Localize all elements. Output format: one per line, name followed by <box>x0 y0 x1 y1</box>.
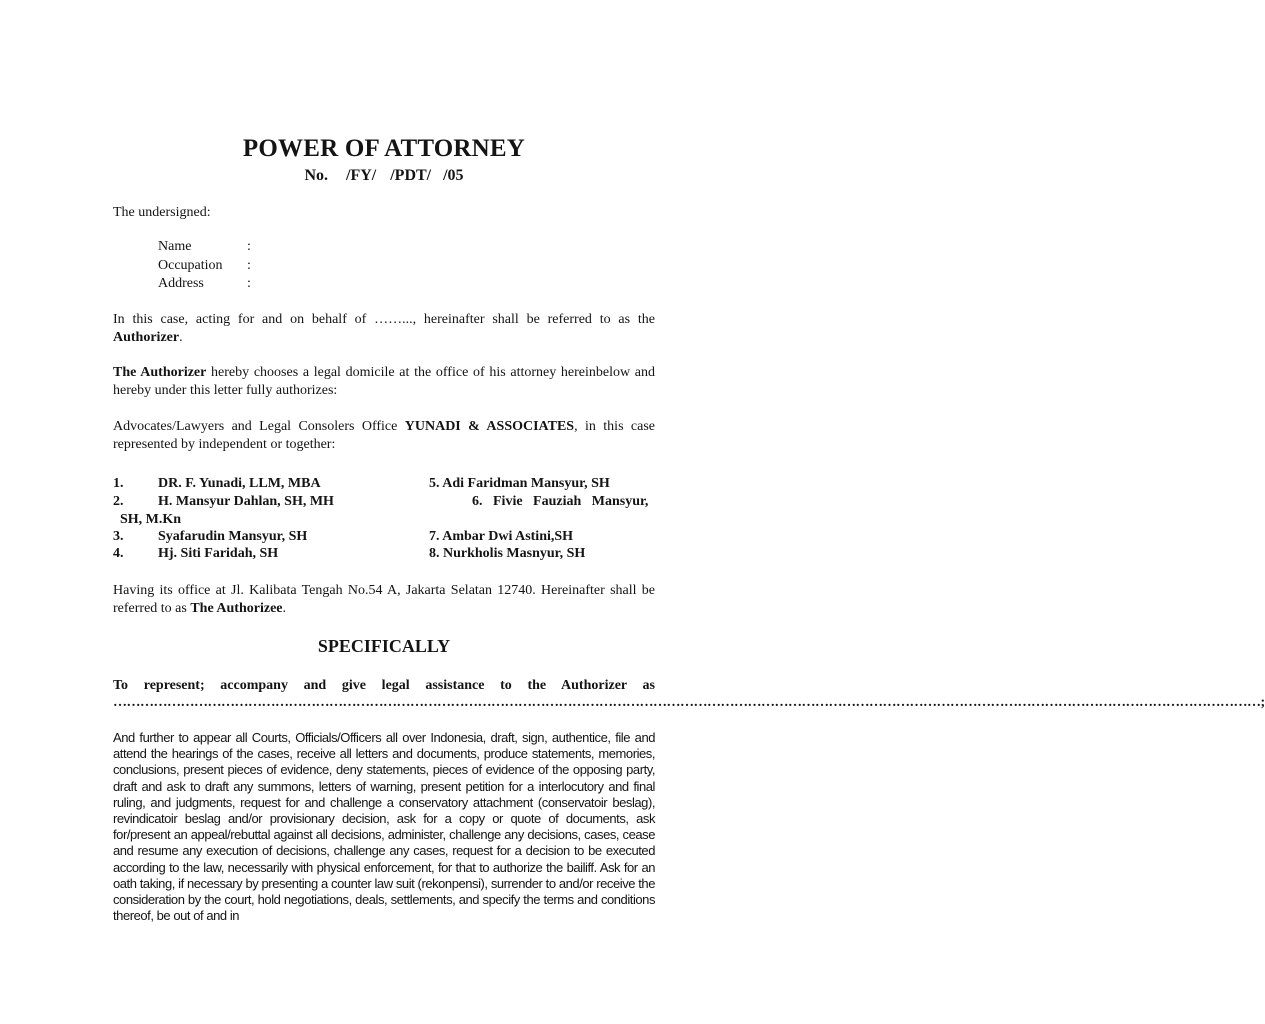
powers-paragraph: And further to appear all Courts, Officials/Officers all over Indonesia, draft, sign, authentice, file and attend the hearings of the cases, receive all letters and documents, produce statements, memories, conclusions, present pieces of evidence, deny statements, pieces of evidence of the opposing party, draft and ask to draft any summons, letters of warning, present petition for a interlocutory and final ruling, and judgments, request for and challenge a conservatory attachment (conservatoir beslag), revindicatoir beslag and/or provisionary decision, ask for a copy or quote of documents, ask for/present an appeal/rebuttal against all decisions, administer, challenge any decisions, cases, cease and resume any execution of decisions, challenge any cases, request for a decision to be executed according to the law, necessarily with physical enforcement, for that to authorize the bailiff. Ask for an oath taking, if necessary by presenting a counter law suit (rekonpensi), surrender to and/or receive the consideration by the court, hold negotiations, deals, settlements, and specify the terms and conditions thereof, be out of and in <box>113 730 655 924</box>
address-end: . <box>282 601 286 616</box>
authorizer-subject: The Authorizer <box>113 365 207 380</box>
represent-dots: …………………………………………………………………………………………………………………………………………………………………………………………………………………………………; <box>113 695 1265 710</box>
lawyer-name: DR. F. Yunadi, LLM, MBA <box>158 476 321 491</box>
field-occupation-label: Occupation <box>158 258 223 273</box>
section-heading: SPECIFICALLY <box>317 636 451 656</box>
field-address-label: Address <box>158 276 204 291</box>
doc-no-year: /05 <box>443 167 464 184</box>
behalf-paragraph <box>113 311 655 347</box>
lawyer-name: Hj. Siti Faridah, SH <box>158 546 279 561</box>
lawyer-name: 7. Ambar Dwi Astini,SH <box>429 529 574 544</box>
lawyer-number: 4. <box>113 546 124 561</box>
lawyer-name-continued: SH, M.Kn <box>120 512 182 527</box>
firm-name: YUNADI & ASSOCIATES <box>404 419 575 434</box>
lawyer-name: 5. Adi Faridman Mansyur, SH <box>429 476 610 491</box>
office-text-2: , in this case represented by independent or together: <box>113 419 656 452</box>
authorizee-term: The Authorizee <box>190 601 283 616</box>
behalf-end: . <box>179 330 183 345</box>
field-name-label: Name <box>158 239 192 254</box>
field-name-colon: : <box>247 239 251 254</box>
lawyer-number: 1. <box>113 476 124 491</box>
represent-line: To represent; accompany and give legal assistance to the Authorizer as <box>113 678 655 693</box>
document-number <box>0 167 768 185</box>
field-address-colon: : <box>247 276 251 291</box>
doc-no-pdt: /PDT/ <box>390 167 432 184</box>
office-text-1: Advocates/Lawyers and Legal Consolers Office <box>113 419 405 434</box>
lawyer-name: Syafarudin Mansyur, SH <box>158 529 308 544</box>
authorizer-term: Authorizer <box>113 330 180 345</box>
domicile-text: hereby chooses a legal domicile at the office of his attorney hereinbelow and hereby under this letter fully authorizes: <box>113 365 656 398</box>
undersigned-label: The undersigned: <box>113 205 211 220</box>
office-paragraph <box>113 418 655 454</box>
lawyer-name: H. Mansyur Dahlan, SH, MH <box>158 494 334 509</box>
domicile-paragraph <box>113 364 655 400</box>
address-paragraph <box>113 582 655 618</box>
lawyer-number: 2. <box>113 494 124 509</box>
address-text: Having its office at Jl. Kalibata Tengah No.54 A, Jakarta Selatan 12740. Hereinafter shall be referred to as <box>113 583 655 616</box>
behalf-text: In this case, acting for and on behalf of ……..., hereinafter shall be referred to as the <box>113 312 655 327</box>
doc-no-label: No. <box>304 167 328 184</box>
document-title: POWER OF ATTORNEY <box>242 135 526 162</box>
field-occupation-colon: : <box>247 258 251 273</box>
lawyer-name: 6. Fivie Fauziah Mansyur, <box>472 494 649 509</box>
doc-no-fy: /FY/ <box>346 167 377 184</box>
lawyer-number: 3. <box>113 529 124 544</box>
lawyer-name: 8. Nurkholis Masnyur, SH <box>429 546 586 561</box>
